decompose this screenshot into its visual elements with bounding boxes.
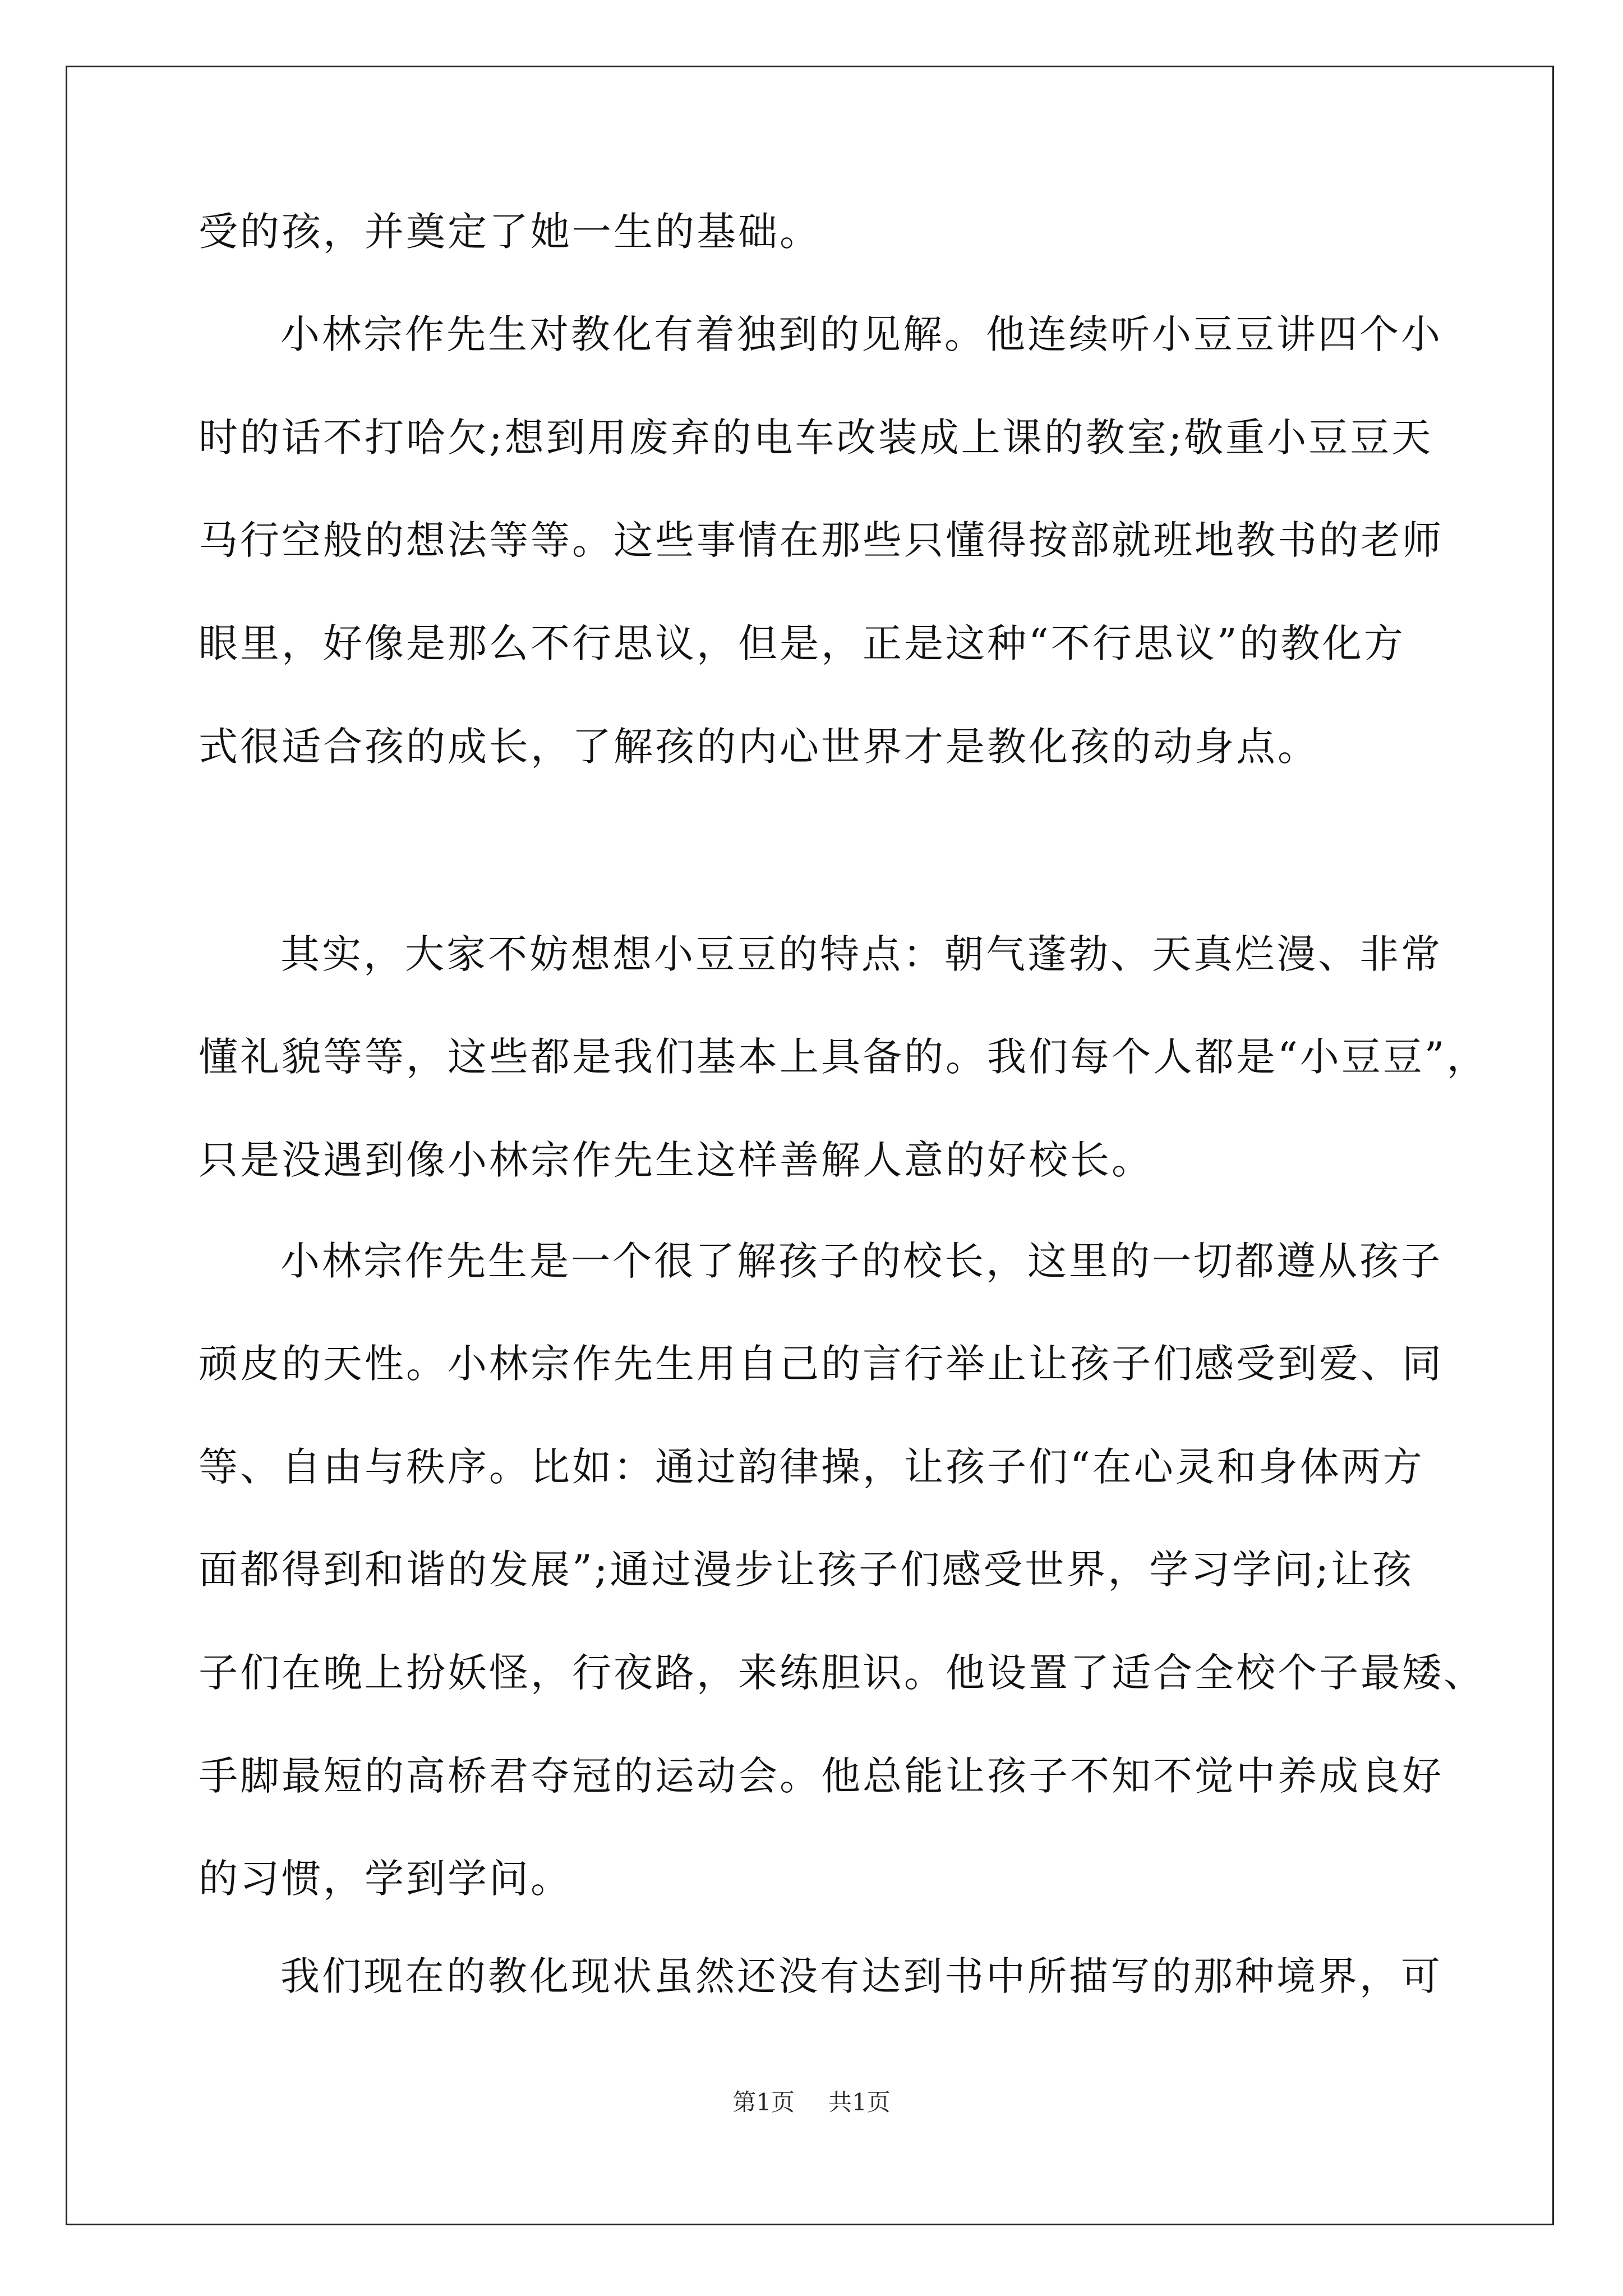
- text-line: 的习惯，学到学问。: [199, 1856, 572, 1902]
- text-line: 小林宗作先生对教化有着独到的见解。他连续听小豆豆讲四个小: [280, 311, 1442, 357]
- text-line: 面都得到和谐的发展”;通过漫步让孩子们感受世界，学习学问;让孩: [199, 1547, 1414, 1593]
- page-number: 第1页: [732, 2088, 795, 2116]
- page-footer: [0, 2086, 1623, 2119]
- text-line: 眼里，好像是那么不行思议，但是，正是这种“不行思议”的教化方: [199, 620, 1405, 666]
- text-line: 手脚最短的高桥君夺冠的运动会。他总能让孩子不知不觉中养成良好: [199, 1753, 1444, 1799]
- text-line: 等、自由与秩序。比如：通过韵律操，让孩子们“在心灵和身体两方: [199, 1444, 1424, 1490]
- text-line: 子们在晚上扮妖怪，行夜路，来练胆识。他设置了适合全校个子最矮、: [199, 1650, 1485, 1696]
- text-line: 小林宗作先生是一个很了解孩子的校长，这里的一切都遵从孩子: [280, 1238, 1442, 1284]
- text-line: 时的话不打哈欠;想到用废弃的电车改装成上课的教室;敬重小豆豆天: [199, 415, 1433, 461]
- text-line: 马行空般的想法等等。这些事情在那些只懂得按部就班地教书的老师: [199, 517, 1444, 563]
- text-line: 顽皮的天性。小林宗作先生用自己的言行举止让孩子们感受到爱、同: [199, 1341, 1444, 1387]
- text-line: 式很适合孩的成长，了解孩的内心世界才是教化孩的动身点。: [199, 724, 1319, 770]
- text-line: 其实，大家不妨想想小豆豆的特点：朝气蓬勃、天真烂漫、非常: [280, 931, 1442, 977]
- text-line: 懂礼貌等等，这些都是我们基本上具备的。我们每个人都是“小豆豆”，: [199, 1034, 1488, 1080]
- text-line: 我们现在的教化现状虽然还没有达到书中所描写的那种境界，可: [280, 1953, 1442, 1999]
- page-total: 共1页: [828, 2088, 891, 2116]
- text-line: 受的孩，并奠定了她一生的基础。: [199, 209, 821, 255]
- text-line: 只是没遇到像小林宗作先生这样善解人意的好校长。: [199, 1137, 1153, 1183]
